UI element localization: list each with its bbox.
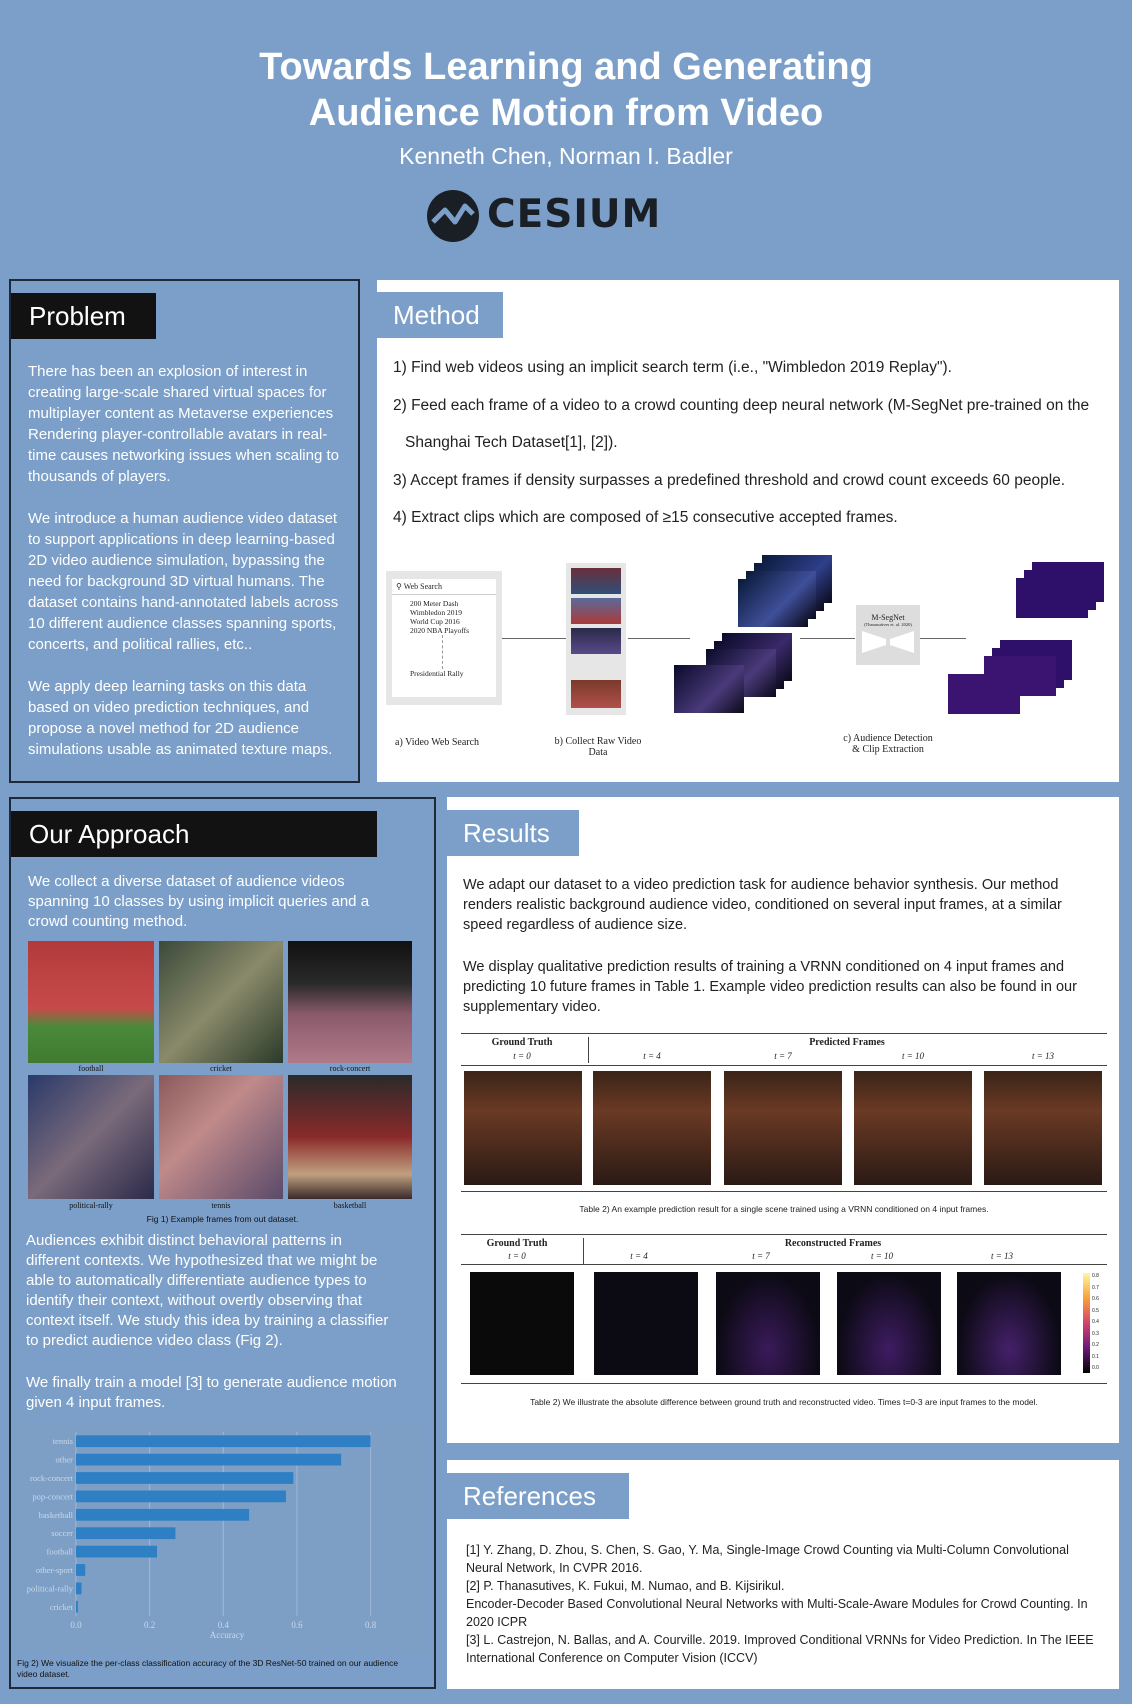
table1-time: t = 7 [774, 1051, 792, 1061]
predicted-frame [724, 1071, 842, 1185]
category-label: football [46, 1546, 73, 1557]
gt-diff-frame [470, 1272, 574, 1375]
search-icon: ⚲ [396, 582, 402, 591]
results-heading: Results [447, 810, 579, 856]
tennis-image [159, 1075, 283, 1199]
video-frame [571, 628, 621, 654]
search-results [392, 595, 496, 678]
diff-frame [837, 1272, 941, 1375]
x-tick-label: 0.0 [70, 1620, 82, 1630]
bar [76, 1546, 157, 1558]
predicted-frame [854, 1071, 972, 1185]
category-label: pop-concert [32, 1491, 73, 1502]
colorbar-tick: 0.3 [1092, 1330, 1099, 1337]
caption-b [548, 736, 648, 758]
approach-para3: We finally train a model [3] to generate audience motion given 4 input frames. [26, 1374, 397, 1411]
reference-item: [1] Y. Zhang, D. Zhou, S. Chen, S. Gao, Y. Ma, Single-Image Crowd Counting via Multi-Column Convolutional Neural Network, In CVPR 2016. [466, 1543, 1069, 1575]
method-step-4: 4) Extract clips which are composed of ≥15 consecutive accepted frames. [393, 509, 898, 526]
diff-frame [957, 1272, 1061, 1375]
rock-concert-image [288, 941, 412, 1063]
cricket-image [159, 941, 283, 1063]
colorbar-tick: 0.2 [1092, 1342, 1099, 1348]
bar [76, 1509, 249, 1521]
search-result-item: World Cup 2016 [410, 617, 460, 626]
category-label: soccer [51, 1528, 73, 1539]
video-frame [571, 680, 621, 708]
results-para1: We adapt our dataset to a video prediction task for audience behavior synthesis. Our method renders realistic background audience video, conditioned on several input frames, at a similar speed regardless of audience size. [463, 877, 1062, 933]
title-line-2: Audience Motion from Video [308, 92, 824, 134]
search-result-item: Wimbledon 2019 [410, 608, 462, 617]
caption-b-line: Data [588, 747, 608, 758]
title-line-1: Towards Learning and Generating [259, 46, 873, 88]
problem-paragraph: We apply deep learning tasks on this data based on video prediction techniques, and propose a novel method for 2D audience simulations usable as animated texture maps. [28, 678, 333, 758]
cesium-logo-icon [425, 188, 481, 244]
poster-title [0, 44, 1132, 136]
x-tick-label: 0.6 [291, 1620, 303, 1630]
category-label: political-rally [26, 1583, 73, 1594]
table1-caption: Table 2) An example prediction result for a single scene trained using a VRNN conditioned on 4 input frames. [579, 1204, 989, 1214]
x-axis-label: Accuracy [209, 1630, 245, 1640]
grid-label: rock-concert [329, 1064, 371, 1073]
caption-a: a) Video Web Search [395, 737, 480, 748]
table1-divider [588, 1037, 589, 1063]
table2-rec-header: Reconstructed Frames [784, 1238, 882, 1249]
caption-c [828, 733, 948, 755]
colorbar-tick: 0.4 [1092, 1319, 1099, 1325]
basketball-image [288, 1075, 412, 1199]
bar [76, 1583, 82, 1595]
grid-label: cricket [210, 1064, 232, 1073]
web-search-card [386, 571, 502, 705]
segnet-sub: (Thanasutives et. al. 2020) [864, 622, 912, 627]
accepted-frames-stack [674, 555, 834, 715]
category-label: other-sport [35, 1565, 73, 1575]
table1-pred-header: Predicted Frames [809, 1037, 885, 1048]
fig1-caption: Fig 1) Example frames from out dataset. [146, 1214, 299, 1224]
table2-time: t = 0 [508, 1251, 526, 1261]
colorbar-tick: 0.8 [1092, 1273, 1099, 1279]
reference-item: [3] L. Castrejon, N. Ballas, and A. Courville. 2019. Improved Conditional VRNNs for Video Prediction. In The IEEE International Conference on Computer Vision (ICCV) [466, 1633, 1094, 1665]
table2-caption: Table 2) We illustrate the absolute difference between ground truth and reconstructed video. Times t=0-3 are input frames to the model. [530, 1397, 1038, 1407]
table1-top-rule [461, 1033, 1107, 1034]
table2-time: t = 7 [752, 1251, 770, 1261]
approach-panel [9, 797, 436, 1689]
web-search-box [392, 579, 496, 697]
table2-gt-header: Ground Truth [486, 1238, 548, 1249]
bar [76, 1601, 78, 1613]
grid-label: tennis [211, 1201, 231, 1210]
method-step-3: 3) Accept frames if density surpasses a predefined threshold and crowd count exceeds 60 people. [393, 472, 1066, 489]
caption-c-line: c) Audience Detection [843, 733, 933, 744]
ellipsis-divider [442, 635, 496, 669]
table2-top-rule [461, 1234, 1107, 1235]
cesium-logo [425, 188, 705, 244]
fig2-caption: Fig 2) We visualize the per-class classification accuracy of the 3D ResNet-50 trained on our audience video dataset. [17, 1658, 399, 1679]
category-label: basketball [38, 1509, 73, 1520]
diff-frame [716, 1272, 820, 1375]
search-result-item: 200 Meter Dash [410, 599, 459, 608]
table2-time: t = 10 [870, 1251, 894, 1261]
approach-heading: Our Approach [11, 811, 377, 857]
results-panel [447, 797, 1119, 1443]
colorbar-ticks [1092, 1271, 1106, 1375]
search-result-item: Presidential Rally [410, 669, 464, 678]
bar [76, 1527, 175, 1539]
bar [76, 1564, 85, 1576]
results-para2: We display qualitative prediction results of training a VRNN conditioned on 4 input frames and predicting 10 future frames in Table 1. Example video prediction results can also be found in our supplementary video. [463, 959, 1077, 1015]
reference-item: [2] P. Thanasutives, K. Fukui, M. Numao, and B. Kijsirikul. [466, 1579, 785, 1593]
table2-time: t = 13 [990, 1251, 1014, 1261]
arrow-to-segnet [800, 638, 855, 639]
grid-label: political-rally [69, 1201, 113, 1210]
problem-body [28, 361, 346, 781]
table2-divider [583, 1238, 584, 1264]
approach-intro: We collect a diverse dataset of audience videos spanning 10 classes by using implicit queries and a crowd counting method. [28, 873, 370, 930]
bar [76, 1435, 371, 1447]
problem-panel [9, 279, 360, 783]
method-heading: Method [377, 292, 503, 338]
segnet-label: M-SegNet [871, 613, 905, 622]
density-maps-stack [946, 562, 1114, 717]
colorbar-tick: 0.1 [1092, 1353, 1099, 1360]
x-tick-label: 0.4 [217, 1620, 229, 1630]
colorbar [1083, 1273, 1090, 1373]
table1-time: t = 13 [1031, 1051, 1055, 1061]
references-panel [447, 1460, 1119, 1689]
caption-b-line: b) Collect Raw Video [554, 736, 642, 747]
authors: Kenneth Chen, Norman I. Badler [399, 143, 733, 169]
references-heading: References [447, 1473, 629, 1519]
web-search-bar [392, 579, 496, 595]
colorbar-tick: 0.7 [1092, 1284, 1099, 1291]
political-rally-image [28, 1075, 154, 1199]
category-label: tennis [52, 1436, 73, 1447]
bar [76, 1472, 293, 1484]
table1-mid-rule [461, 1065, 1107, 1066]
x-tick-label: 0.2 [144, 1620, 156, 1630]
predicted-frame [984, 1071, 1102, 1185]
approach-para2: Audiences exhibit distinct behavioral patterns in different contexts. We hypothesized that we might be able to automatically differentiate audience types to identify their context, without overtly observing that context itself. We study this idea by training a classifier to predict audience video class (Fig 2). [26, 1232, 389, 1349]
problem-paragraph: We introduce a human audience video dataset to support applications in deep learning-based 2D video audience simulation, bypassing the need for background 3D virtual humans. The dataset contains hand-annotated labels across 10 different audience classes spanning sports, concerts, and political rallies, etc.. [28, 510, 339, 653]
bar [76, 1491, 286, 1503]
reference-item: Encoder-Decoder Based Convolutional Neural Networks with Multi-Scale-Aware Modules for Crowd Counting. In 2020 ICPR [466, 1597, 1088, 1629]
table2-bottom-rule [461, 1383, 1107, 1384]
web-search-label: Web Search [403, 582, 442, 591]
table2-time: t = 4 [630, 1251, 648, 1261]
fig2-chart [16, 1426, 425, 1654]
segnet-block [856, 605, 920, 665]
table2-mid-rule [461, 1264, 1107, 1265]
table1-time: t = 0 [513, 1051, 531, 1061]
gt-frame [464, 1071, 582, 1185]
category-label: rock-concert [30, 1473, 73, 1483]
raw-video-strip [566, 563, 626, 715]
arrow-a-b [502, 638, 566, 639]
diff-frame [594, 1272, 698, 1375]
video-frame [571, 568, 621, 594]
method-step-2-cont: Shanghai Tech Dataset[1], [2]). [405, 434, 618, 451]
table1-bottom-rule [461, 1191, 1107, 1192]
category-label: cricket [49, 1601, 73, 1612]
problem-paragraph: There has been an explosion of interest in creating large-scale shared virtual spaces for multiplayer content as Metaverse experiences Rendering player-controllable avatars in real-time causes networking issues when scaling to thousands of players. [28, 363, 339, 485]
references-list [466, 1541, 1106, 1667]
bar [76, 1454, 341, 1466]
encoder-decoder-icon [856, 627, 920, 657]
logo-word: CESIUM [487, 192, 662, 237]
x-tick-label: 0.8 [365, 1620, 377, 1630]
method-step-1: 1) Find web videos using an implicit search term (i.e., "Wimbledon 2019 Replay"). [393, 359, 952, 376]
table1-time: t = 4 [643, 1051, 661, 1061]
grid-label: basketball [333, 1201, 367, 1210]
grid-label: football [78, 1064, 104, 1073]
accuracy-bar-chart [16, 1426, 425, 1654]
predicted-frame [593, 1071, 711, 1185]
video-frame [571, 598, 621, 624]
colorbar-tick: 0.6 [1092, 1296, 1099, 1302]
category-label: other [55, 1454, 73, 1465]
football-image [28, 941, 154, 1063]
caption-c-line: & Clip Extraction [852, 744, 924, 755]
method-step-2: 2) Feed each frame of a video to a crowd counting deep neural network (M-SegNet pre-trained on the [393, 397, 1090, 414]
colorbar-tick: 0.0 [1092, 1365, 1099, 1371]
problem-heading: Problem [11, 293, 156, 339]
table1-gt-header: Ground Truth [491, 1037, 553, 1048]
table1-time: t = 10 [901, 1051, 925, 1061]
colorbar-tick: 0.5 [1092, 1307, 1099, 1314]
search-result-item: 2020 NBA Playoffs [410, 626, 470, 635]
